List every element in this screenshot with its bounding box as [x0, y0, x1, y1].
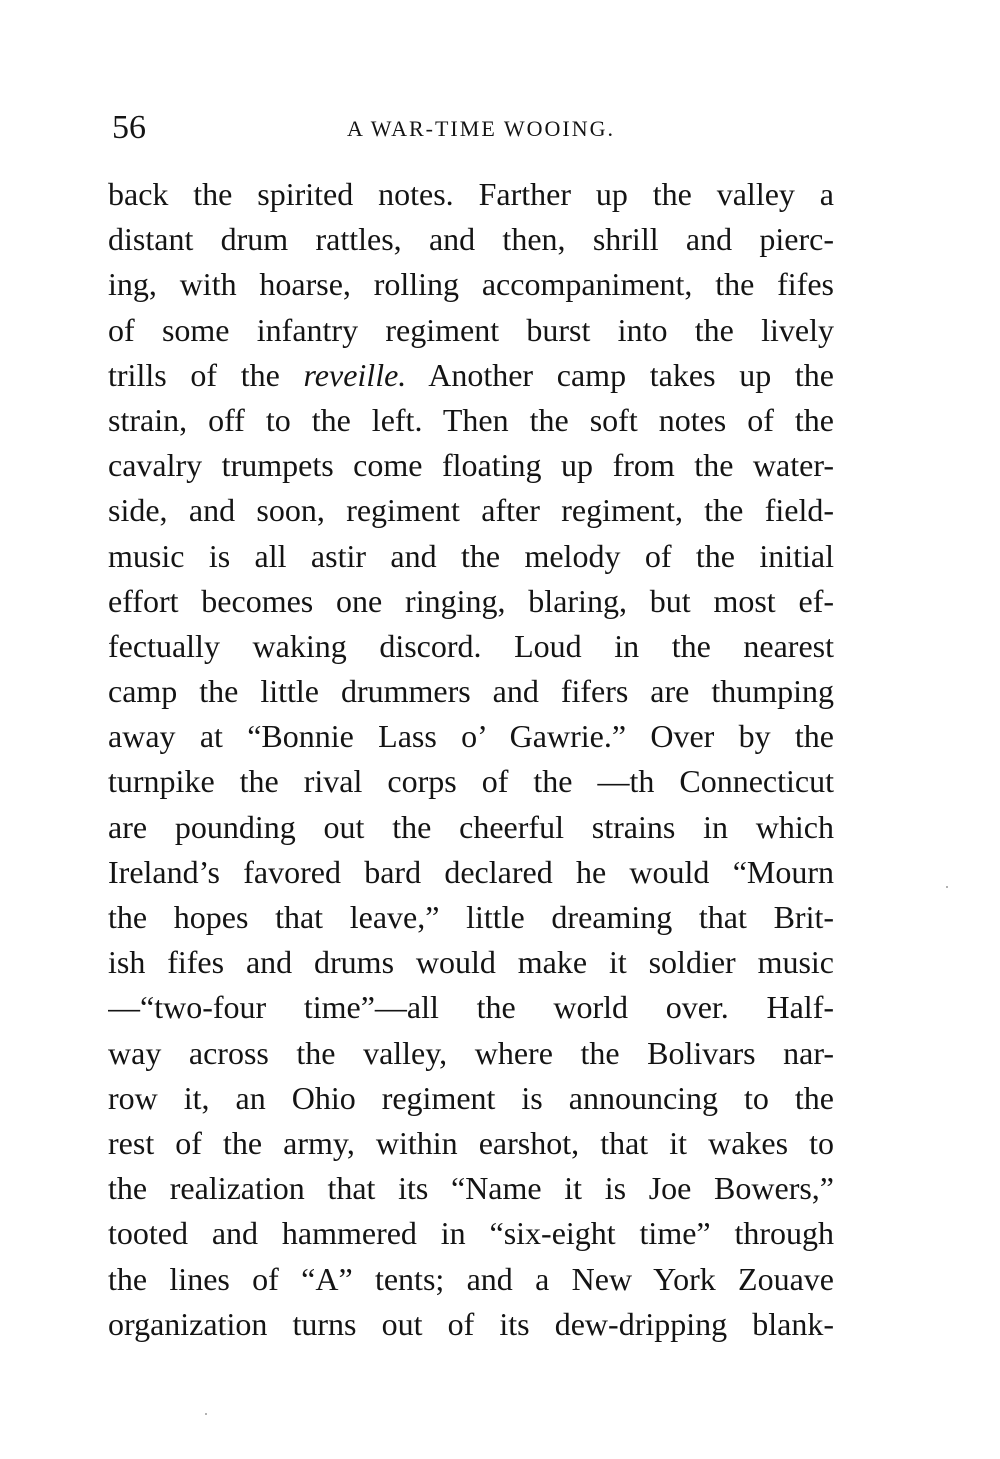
page-header	[108, 108, 834, 148]
text-line	[108, 1031, 834, 1076]
text-run: fectually waking discord. Loud in the nearest	[108, 627, 834, 664]
text-line	[108, 262, 834, 307]
text-line	[108, 534, 834, 579]
text-line	[108, 1211, 834, 1256]
text-run: are pounding out the cheerful strains in which	[108, 808, 834, 845]
text-run: side, and soon, regiment after regiment, the field-	[108, 492, 834, 529]
text-run: —“two-four time”—all the world over. Half-	[108, 989, 834, 1026]
text-line	[108, 1121, 834, 1166]
text-run: strain, off to the left. Then the soft notes of the	[108, 401, 834, 438]
text-run: of some infantry regiment burst into the lively	[108, 311, 834, 348]
text-run: distant drum rattles, and then, shrill and pierc-	[108, 221, 834, 258]
text-line	[108, 895, 834, 940]
text-run: cavalry trumpets come floating up from the water-	[108, 447, 834, 484]
text-run: turnpike the rival corps of the —th Connecticut	[108, 763, 834, 800]
text-line	[108, 398, 834, 443]
text-run: organization turns out of its dew-dripping blank-	[108, 1305, 834, 1342]
text-run: music is all astir and the melody of the initial	[108, 537, 834, 574]
text-run: trills of the	[108, 356, 304, 393]
text-run: row it, an Ohio regiment is announcing to the	[108, 1079, 834, 1116]
paper-speck	[205, 1413, 207, 1415]
text-line	[108, 850, 834, 895]
text-line	[108, 1076, 834, 1121]
text-line	[108, 308, 834, 353]
text-run: ing, with hoarse, rolling accompaniment, the fifes	[108, 266, 834, 303]
text-line	[108, 669, 834, 714]
text-line	[108, 714, 834, 759]
text-line	[108, 940, 834, 985]
text-line	[108, 985, 834, 1030]
text-line	[108, 1257, 834, 1302]
text-line	[108, 759, 834, 804]
text-run: Ireland’s favored bard declared he would “Mourn	[108, 853, 834, 890]
text-line	[108, 488, 834, 533]
running-head: A WAR-TIME WOOING.	[347, 116, 615, 141]
text-run: ish fifes and drums would make it soldier music	[108, 944, 834, 981]
text-run: away at “Bonnie Lass o’ Gawrie.” Over by the	[108, 718, 834, 755]
body-text	[108, 172, 834, 1347]
text-line	[108, 217, 834, 262]
text-run: the hopes that leave,” little dreaming that Brit-	[108, 899, 834, 935]
text-line	[108, 624, 834, 669]
text-run: tooted and hammered in “six-eight time” through	[108, 1215, 834, 1252]
text-line	[108, 805, 834, 850]
text-line	[108, 443, 834, 488]
text-line	[108, 353, 834, 398]
text-line	[108, 579, 834, 624]
page-number: 56	[112, 109, 146, 146]
text-run: back the spirited notes. Farther up the valley a	[108, 176, 834, 212]
text-line	[108, 1166, 834, 1211]
paper-speck	[946, 886, 948, 888]
text-line	[108, 172, 834, 217]
text-run: the lines of “A” tents; and a New York Zouave	[108, 1260, 834, 1297]
text-run: effort becomes one ringing, blaring, but most ef-	[108, 582, 834, 619]
text-run: camp the little drummers and fifers are thumping	[108, 673, 834, 710]
text-run: the realization that its “Name it is Joe Bowers,”	[108, 1170, 834, 1207]
text-line	[108, 1302, 834, 1347]
italic-text-run: reveille.	[303, 356, 407, 393]
text-run: rest of the army, within earshot, that it wakes to	[108, 1124, 834, 1161]
text-run: Another camp takes up the	[406, 356, 834, 393]
text-run: way across the valley, where the Bolivars nar-	[108, 1034, 834, 1071]
